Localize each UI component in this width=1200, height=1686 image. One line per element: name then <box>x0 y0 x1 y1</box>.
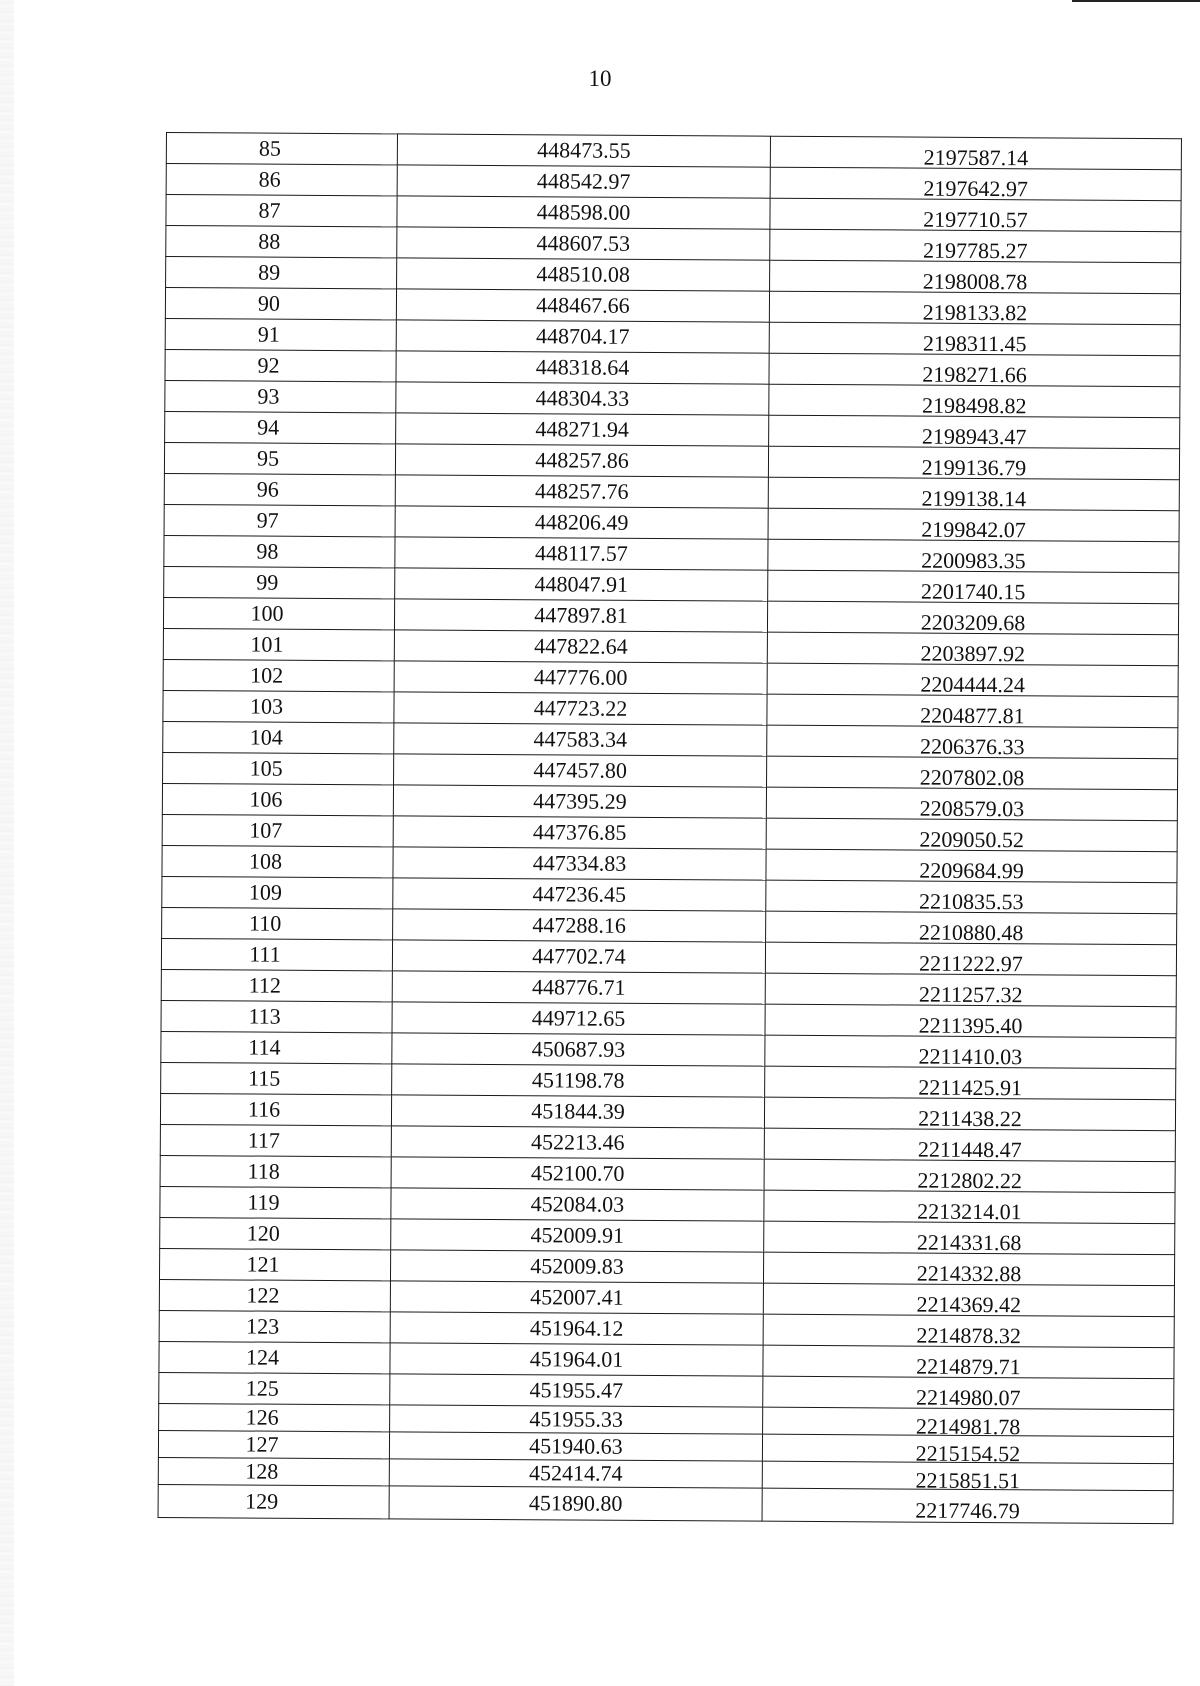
y-coordinate-cell <box>763 1283 1174 1317</box>
point-number-cell <box>162 876 393 908</box>
point-number-value: 115 <box>248 1065 281 1091</box>
point-number-cell <box>162 783 393 815</box>
x-coordinate-value: 452007.41 <box>530 1284 624 1310</box>
y-coordinate-cell <box>767 694 1178 728</box>
y-coordinate-cell <box>764 1097 1175 1131</box>
y-coordinate-value: 2198498.82 <box>922 392 1027 419</box>
x-coordinate-cell <box>394 692 767 725</box>
point-number-value: 98 <box>256 538 279 564</box>
x-coordinate-cell <box>393 878 766 911</box>
x-coordinate-value: 451955.47 <box>529 1377 624 1403</box>
point-number-cell <box>158 1430 389 1458</box>
point-number-value: 117 <box>247 1127 281 1153</box>
point-number-value: 113 <box>248 1003 281 1029</box>
x-coordinate-cell <box>395 537 768 570</box>
y-coordinate-value: 2200983.35 <box>921 547 1026 574</box>
y-coordinate-cell <box>764 1159 1175 1193</box>
x-coordinate-value: 451844.39 <box>531 1098 625 1124</box>
point-number-value: 119 <box>247 1189 280 1215</box>
y-coordinate-value: 2208579.03 <box>919 795 1025 822</box>
x-coordinate-cell <box>393 785 766 818</box>
point-number-value: 127 <box>245 1431 279 1457</box>
x-coordinate-value: 452213.46 <box>531 1129 625 1155</box>
point-number-cell <box>163 597 394 629</box>
x-coordinate-cell <box>390 1374 763 1407</box>
x-coordinate-value: 448776.71 <box>531 974 626 1000</box>
point-number-cell <box>162 814 393 846</box>
x-coordinate-value: 450687.93 <box>531 1036 626 1062</box>
coordinate-table-body <box>158 133 1181 1524</box>
point-number-value: 91 <box>257 321 280 347</box>
y-coordinate-value: 2197587.14 <box>923 144 1029 171</box>
y-coordinate-value: 2211448.47 <box>917 1136 1022 1163</box>
y-coordinate-value: 2207802.08 <box>919 764 1025 791</box>
point-number-value: 90 <box>257 290 281 316</box>
point-number-cell <box>159 1248 390 1280</box>
x-coordinate-cell <box>396 289 769 322</box>
y-coordinate-value: 2204444.24 <box>920 671 1025 698</box>
y-coordinate-value: 2209684.99 <box>919 857 1024 884</box>
y-coordinate-value: 2197785.27 <box>922 237 1028 264</box>
point-number-cell <box>160 1217 391 1249</box>
point-number-cell <box>163 690 394 722</box>
point-number-cell <box>161 1000 392 1032</box>
point-number-value: 100 <box>250 600 284 626</box>
x-coordinate-value: 451964.01 <box>529 1346 624 1372</box>
x-coordinate-value: 451940.63 <box>529 1433 623 1459</box>
point-number-cell <box>160 1186 391 1218</box>
point-number-cell <box>163 659 394 691</box>
x-coordinate-value: 448473.55 <box>537 137 631 163</box>
x-coordinate-cell <box>397 134 770 167</box>
x-coordinate-cell <box>390 1312 763 1345</box>
point-number-cell <box>166 195 397 227</box>
point-number-value: 110 <box>248 910 282 936</box>
x-coordinate-cell <box>396 320 769 353</box>
x-coordinate-value: 447723.22 <box>533 695 628 721</box>
y-coordinate-cell <box>769 353 1180 387</box>
x-coordinate-cell <box>390 1343 763 1376</box>
point-number-value: 89 <box>258 259 281 285</box>
y-coordinate-value: 2199136.79 <box>921 454 1027 481</box>
point-number-value: 94 <box>257 414 280 440</box>
x-coordinate-cell <box>394 599 767 632</box>
y-coordinate-cell <box>770 229 1181 263</box>
point-number-cell <box>163 628 394 660</box>
point-number-value: 101 <box>250 631 284 657</box>
point-number-cell <box>164 504 395 536</box>
point-number-cell <box>162 907 393 939</box>
y-coordinate-value: 2214369.42 <box>916 1291 1022 1318</box>
point-number-value: 106 <box>249 786 283 812</box>
point-number-cell <box>160 1124 391 1156</box>
x-coordinate-cell <box>394 754 767 787</box>
point-number-value: 85 <box>258 135 281 161</box>
x-coordinate-value: 451964.12 <box>529 1315 624 1341</box>
y-coordinate-cell <box>770 167 1181 201</box>
x-coordinate-value: 452100.70 <box>530 1160 625 1186</box>
y-coordinate-cell <box>765 1066 1176 1100</box>
x-coordinate-cell <box>395 444 768 477</box>
point-number-value: 128 <box>245 1458 279 1484</box>
point-number-cell <box>161 1031 392 1063</box>
point-number-value: 87 <box>258 197 281 223</box>
y-coordinate-value: 2211425.91 <box>918 1074 1023 1101</box>
y-coordinate-cell <box>762 1488 1173 1524</box>
scan-top-rule <box>1072 0 1200 2</box>
point-number-cell <box>160 1093 391 1125</box>
point-number-cell <box>165 411 396 443</box>
x-coordinate-value: 447583.34 <box>533 726 628 752</box>
x-coordinate-cell <box>392 971 765 1004</box>
y-coordinate-cell <box>768 539 1179 573</box>
x-coordinate-cell <box>390 1250 763 1283</box>
point-number-value: 121 <box>246 1251 280 1277</box>
y-coordinate-value: 2203897.92 <box>920 640 1026 667</box>
x-coordinate-value: 448304.33 <box>535 385 630 411</box>
x-coordinate-cell <box>395 506 768 539</box>
x-coordinate-cell <box>393 909 766 942</box>
point-number-value: 99 <box>256 569 279 595</box>
y-coordinate-value: 2206376.33 <box>919 733 1025 760</box>
y-coordinate-value: 2217746.79 <box>915 1497 1020 1524</box>
x-coordinate-value: 448467.66 <box>536 292 630 318</box>
x-coordinate-value: 452414.74 <box>528 1460 623 1486</box>
x-coordinate-value: 447457.80 <box>533 757 627 783</box>
point-number-cell <box>158 1484 389 1518</box>
x-coordinate-value: 451198.78 <box>531 1067 625 1093</box>
x-coordinate-cell <box>391 1188 764 1221</box>
y-coordinate-cell <box>769 291 1180 325</box>
x-coordinate-value: 447776.00 <box>533 664 628 690</box>
y-coordinate-cell <box>770 198 1181 232</box>
x-coordinate-value: 447236.45 <box>532 881 627 907</box>
x-coordinate-value: 451890.80 <box>528 1490 623 1516</box>
point-number-value: 109 <box>248 879 282 905</box>
x-coordinate-value: 447334.83 <box>532 850 627 876</box>
x-coordinate-cell <box>397 196 770 229</box>
point-number-cell <box>161 969 392 1001</box>
x-coordinate-value: 448257.86 <box>535 447 629 473</box>
point-number-cell <box>160 1155 391 1187</box>
point-number-value: 125 <box>245 1375 279 1401</box>
point-number-value: 112 <box>248 972 281 998</box>
y-coordinate-value: 2198008.78 <box>922 268 1028 295</box>
y-coordinate-cell <box>768 477 1179 511</box>
point-number-value: 92 <box>257 352 280 378</box>
y-coordinate-cell <box>764 1190 1175 1224</box>
x-coordinate-value: 448271.94 <box>535 416 630 442</box>
x-coordinate-value: 452009.91 <box>530 1222 625 1248</box>
coordinate-table <box>158 132 1182 1524</box>
point-number-cell <box>165 349 396 381</box>
point-number-cell <box>161 938 392 970</box>
y-coordinate-cell <box>769 322 1180 356</box>
point-number-cell <box>161 1062 392 1094</box>
point-number-value: 120 <box>246 1220 280 1246</box>
y-coordinate-value: 2198271.66 <box>922 361 1027 388</box>
scan-margin-streak <box>0 0 14 1686</box>
x-coordinate-value: 447897.81 <box>534 602 628 628</box>
x-coordinate-cell <box>389 1432 762 1461</box>
point-number-value: 123 <box>246 1313 280 1339</box>
y-coordinate-cell <box>765 1004 1176 1038</box>
x-coordinate-cell <box>396 413 769 446</box>
point-number-value: 124 <box>245 1344 280 1370</box>
y-coordinate-cell <box>763 1345 1174 1379</box>
x-coordinate-cell <box>389 1459 762 1488</box>
point-number-value: 114 <box>248 1034 281 1060</box>
x-coordinate-cell <box>397 165 770 198</box>
point-number-value: 126 <box>245 1404 279 1430</box>
y-coordinate-value: 2199138.14 <box>921 485 1027 512</box>
y-coordinate-value: 2212802.22 <box>917 1167 1022 1194</box>
point-number-cell <box>159 1310 390 1342</box>
y-coordinate-value: 2198943.47 <box>921 423 1027 450</box>
point-number-value: 88 <box>258 228 281 254</box>
x-coordinate-cell <box>393 816 766 849</box>
y-coordinate-value: 2198133.82 <box>922 299 1028 326</box>
x-coordinate-value: 452084.03 <box>530 1191 625 1217</box>
point-number-value: 111 <box>249 941 281 967</box>
point-number-value: 93 <box>257 383 280 409</box>
y-coordinate-value: 2198311.45 <box>922 330 1027 357</box>
point-number-cell <box>164 442 395 474</box>
y-coordinate-value: 2211257.32 <box>918 981 1023 1008</box>
y-coordinate-cell <box>770 136 1181 170</box>
point-number-cell <box>165 288 396 320</box>
point-number-cell <box>166 164 397 196</box>
y-coordinate-value: 2209050.52 <box>919 826 1025 853</box>
y-coordinate-cell <box>766 818 1177 852</box>
y-coordinate-cell <box>766 880 1177 914</box>
y-coordinate-value: 2197710.57 <box>923 206 1028 233</box>
y-coordinate-value: 2215851.51 <box>915 1467 1021 1494</box>
x-coordinate-cell <box>397 258 770 291</box>
x-coordinate-value: 448510.08 <box>536 261 630 287</box>
x-coordinate-value: 451955.33 <box>529 1406 623 1432</box>
y-coordinate-cell <box>765 973 1176 1007</box>
x-coordinate-cell <box>395 475 768 508</box>
point-number-value: 97 <box>256 507 279 533</box>
y-coordinate-cell <box>766 911 1177 945</box>
point-number-cell <box>164 535 395 567</box>
y-coordinate-value: 2211395.40 <box>918 1012 1023 1039</box>
point-number-cell <box>166 226 397 258</box>
point-number-value: 118 <box>247 1158 280 1184</box>
y-coordinate-value: 2214981.78 <box>915 1413 1021 1440</box>
y-coordinate-cell <box>763 1314 1174 1348</box>
y-coordinate-value: 2211410.03 <box>918 1043 1023 1070</box>
y-coordinate-value: 2204877.81 <box>920 702 1025 729</box>
y-coordinate-value: 2210880.48 <box>918 919 1024 946</box>
point-number-cell <box>166 257 397 289</box>
x-coordinate-cell <box>392 1002 765 1035</box>
x-coordinate-cell <box>390 1405 763 1434</box>
point-number-value: 102 <box>250 662 284 688</box>
point-number-value: 104 <box>249 724 283 750</box>
y-coordinate-cell <box>768 508 1179 542</box>
y-coordinate-value: 2214878.32 <box>916 1322 1021 1349</box>
y-coordinate-value: 2214980.07 <box>915 1384 1021 1411</box>
x-coordinate-value: 447288.16 <box>532 912 626 938</box>
x-coordinate-cell <box>396 382 769 415</box>
x-coordinate-cell <box>394 661 767 694</box>
x-coordinate-value: 449712.65 <box>531 1005 626 1031</box>
point-number-cell <box>159 1279 390 1311</box>
x-coordinate-value: 448704.17 <box>535 323 630 349</box>
x-coordinate-value: 448318.64 <box>535 354 630 380</box>
point-number-value: 107 <box>249 817 283 843</box>
y-coordinate-cell <box>763 1376 1174 1410</box>
y-coordinate-cell <box>770 260 1181 294</box>
y-coordinate-value: 2211222.97 <box>919 950 1023 977</box>
x-coordinate-cell <box>392 1064 765 1097</box>
x-coordinate-value: 447822.64 <box>534 633 628 659</box>
x-coordinate-value: 447376.85 <box>532 819 627 845</box>
point-number-value: 108 <box>248 848 283 874</box>
y-coordinate-cell <box>768 570 1179 604</box>
x-coordinate-cell <box>396 351 769 384</box>
x-coordinate-value: 448257.76 <box>534 478 629 504</box>
x-coordinate-cell <box>391 1126 764 1159</box>
point-number-cell <box>165 380 396 412</box>
point-number-cell <box>163 752 394 784</box>
y-coordinate-value: 2214879.71 <box>916 1353 1021 1380</box>
point-number-value: 116 <box>247 1096 281 1122</box>
y-coordinate-cell <box>767 725 1178 759</box>
y-coordinate-value: 2214332.88 <box>916 1260 1022 1287</box>
x-coordinate-cell <box>394 723 767 756</box>
y-coordinate-cell <box>767 756 1178 790</box>
x-coordinate-cell <box>391 1095 764 1128</box>
y-coordinate-cell <box>769 384 1180 418</box>
y-coordinate-cell <box>763 1252 1174 1286</box>
point-number-cell <box>159 1372 390 1404</box>
x-coordinate-value: 448206.49 <box>534 509 629 535</box>
x-coordinate-value: 448607.53 <box>536 230 631 256</box>
x-coordinate-value: 452009.83 <box>530 1253 624 1279</box>
point-number-value: 105 <box>249 755 283 781</box>
point-number-cell <box>165 318 396 350</box>
x-coordinate-value: 447702.74 <box>532 943 626 969</box>
y-coordinate-cell <box>767 632 1178 666</box>
y-coordinate-cell <box>769 415 1180 449</box>
point-number-cell <box>159 1403 390 1431</box>
point-number-value: 96 <box>256 476 279 502</box>
y-coordinate-value: 2210835.53 <box>918 888 1024 915</box>
point-number-cell <box>164 473 395 505</box>
x-coordinate-cell <box>389 1486 762 1521</box>
y-coordinate-cell <box>768 446 1179 480</box>
x-coordinate-value: 447395.29 <box>533 788 627 814</box>
point-number-value: 86 <box>258 166 281 192</box>
x-coordinate-value: 448542.97 <box>536 168 631 194</box>
y-coordinate-value: 2211438.22 <box>918 1105 1022 1132</box>
x-coordinate-cell <box>393 847 766 880</box>
x-coordinate-value: 448117.57 <box>535 540 628 566</box>
y-coordinate-value: 2215154.52 <box>915 1440 1021 1467</box>
y-coordinate-cell <box>766 849 1177 883</box>
x-coordinate-cell <box>392 1033 765 1066</box>
page-number: 10 <box>588 66 612 91</box>
point-number-value: 129 <box>245 1488 279 1514</box>
y-coordinate-cell <box>767 601 1178 635</box>
x-coordinate-value: 448047.91 <box>534 571 629 597</box>
x-coordinate-cell <box>397 227 770 260</box>
x-coordinate-cell <box>391 1157 764 1190</box>
point-number-cell <box>164 566 395 598</box>
x-coordinate-cell <box>395 568 768 601</box>
point-number-cell <box>162 845 393 877</box>
y-coordinate-cell <box>765 942 1176 976</box>
x-coordinate-cell <box>392 940 765 973</box>
point-number-value: 122 <box>246 1282 280 1308</box>
y-coordinate-cell <box>764 1221 1175 1255</box>
y-coordinate-value: 2213214.01 <box>917 1198 1022 1225</box>
y-coordinate-value: 2197642.97 <box>923 175 1028 202</box>
x-coordinate-cell <box>390 1281 763 1314</box>
y-coordinate-value: 2199842.07 <box>921 516 1026 543</box>
x-coordinate-value: 448598.00 <box>536 199 631 225</box>
x-coordinate-cell <box>391 1219 764 1252</box>
point-number-value: 95 <box>256 445 280 471</box>
point-number-cell <box>158 1457 389 1485</box>
point-number-cell <box>166 133 397 165</box>
y-coordinate-value: 2201740.15 <box>920 578 1026 605</box>
y-coordinate-value: 2203209.68 <box>920 609 1026 636</box>
y-coordinate-cell <box>765 1035 1176 1069</box>
y-coordinate-value: 2214331.68 <box>916 1229 1022 1256</box>
y-coordinate-cell <box>767 663 1178 697</box>
x-coordinate-cell <box>394 630 767 663</box>
point-number-cell <box>159 1341 390 1373</box>
y-coordinate-cell <box>764 1128 1175 1162</box>
point-number-cell <box>163 721 394 753</box>
y-coordinate-cell <box>766 787 1177 821</box>
table-row <box>158 1484 1173 1523</box>
point-number-value: 103 <box>249 693 284 719</box>
